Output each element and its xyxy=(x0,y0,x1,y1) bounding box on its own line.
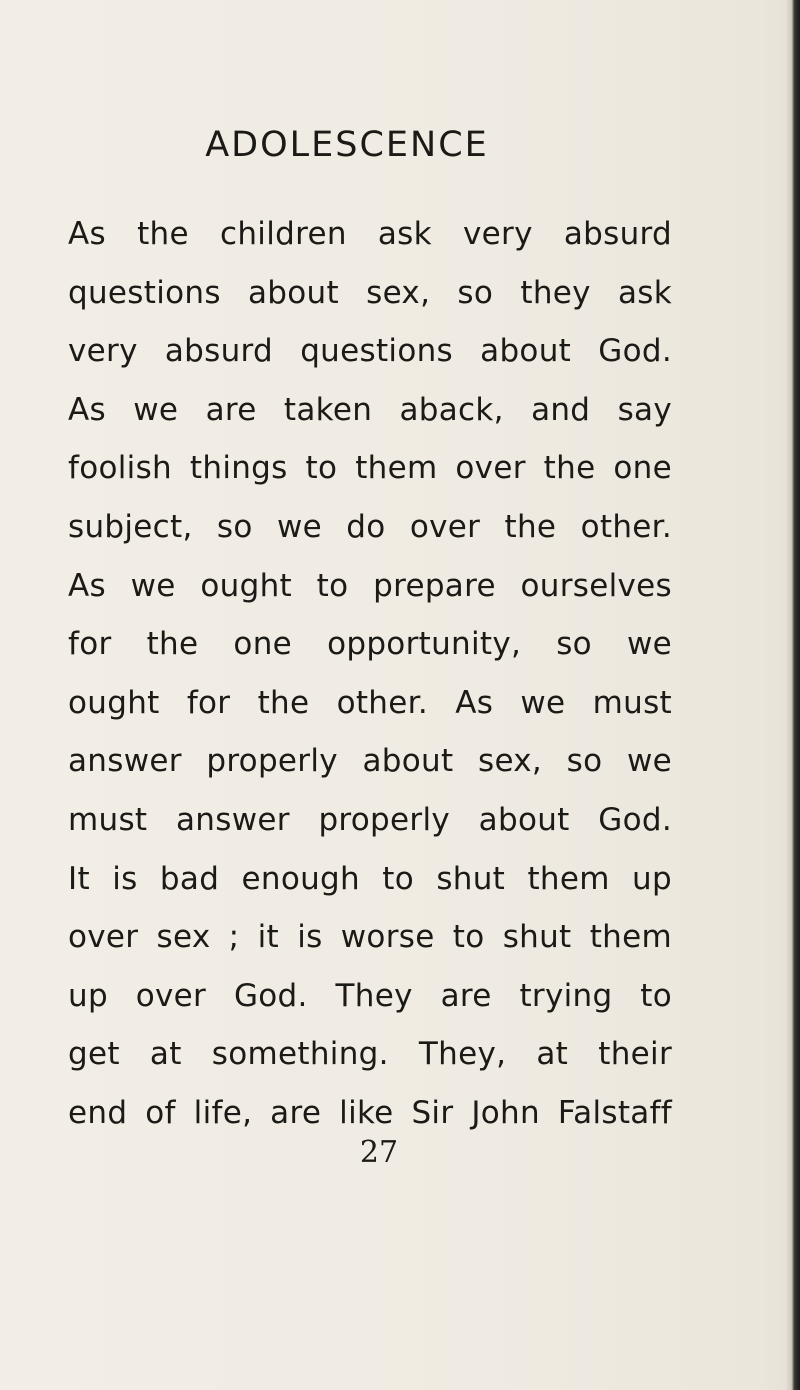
text-line: subject, so we do over the other. xyxy=(68,508,672,545)
page-edge-shadow xyxy=(786,0,800,1390)
running-head: ADOLESCENCE xyxy=(205,125,489,165)
text-line: foolish things to them over the one xyxy=(68,450,672,487)
text-line: As we are taken aback, and say xyxy=(68,391,672,428)
body-paragraph xyxy=(68,205,672,1143)
text-line: questions about sex, so they ask xyxy=(68,274,672,311)
text-line: for the one opportunity, so we xyxy=(68,626,672,663)
text-line: As the children ask very absurd xyxy=(68,216,672,252)
text-line: It is bad enough to shut them up xyxy=(68,860,672,897)
text-line: answer properly about sex, so we xyxy=(68,743,672,780)
text-line: As we ought to prepare ourselves xyxy=(68,567,672,604)
text-line: ought for the other. As we must xyxy=(68,684,672,721)
page-number: 27 xyxy=(359,1135,399,1170)
text-line: up over God. They are trying to xyxy=(68,977,672,1014)
text-line: must answer properly about God. xyxy=(68,801,672,838)
text-line: over sex ; it is worse to shut them xyxy=(68,919,672,956)
text-line: get at something. They, at their xyxy=(68,1036,672,1073)
text-line: end of life, are like Sir John Falstaff xyxy=(68,1094,672,1131)
text-line: very absurd questions about God. xyxy=(68,333,672,370)
